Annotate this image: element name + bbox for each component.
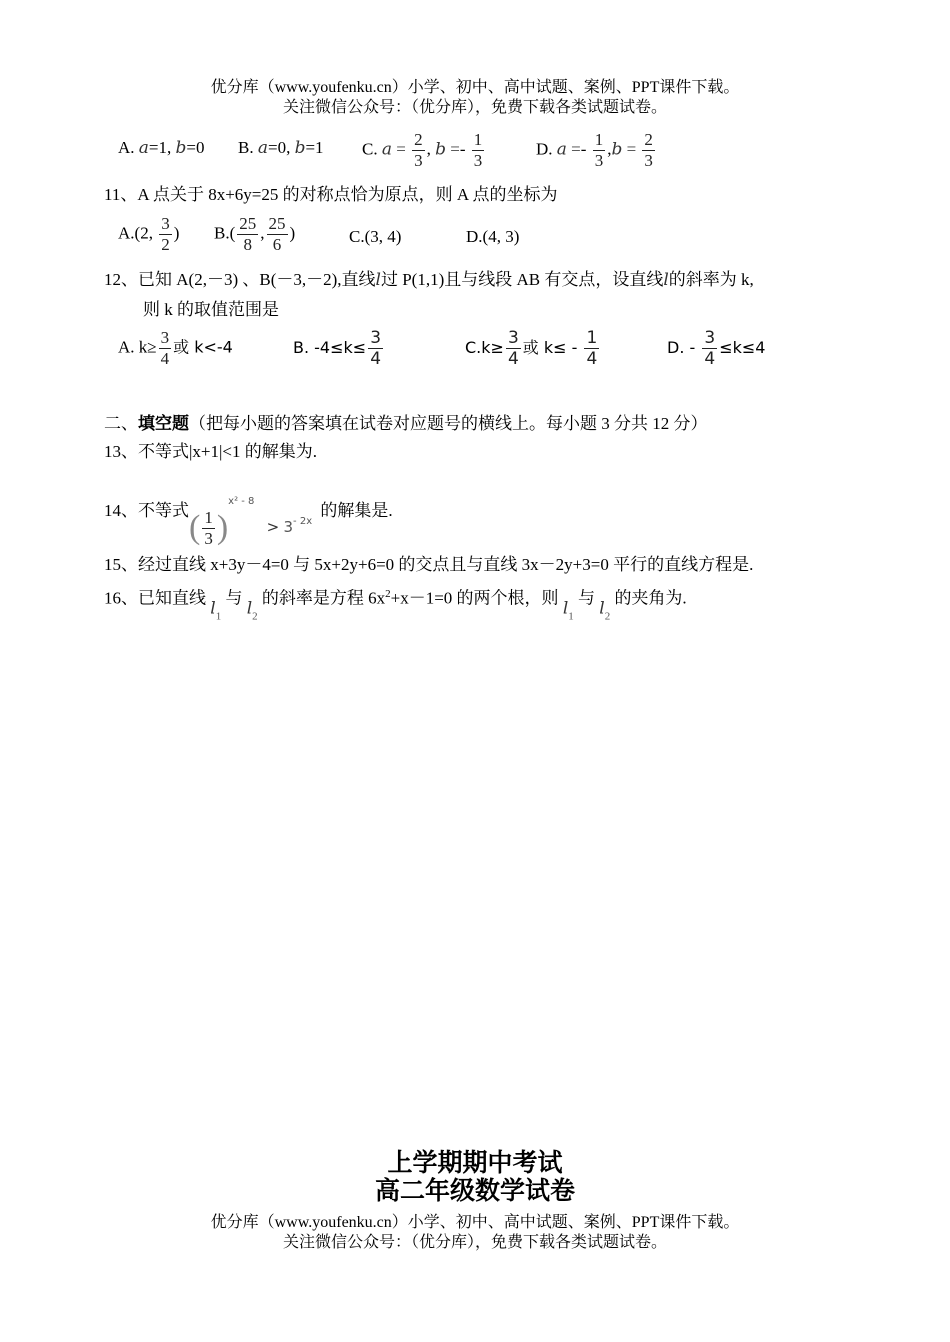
var-a: a [257,138,268,158]
q11-option-a [118,214,179,255]
var-l1: l [210,598,216,619]
den: 4 [586,349,598,369]
q14-frac [202,508,215,549]
q12-a-label: A. [118,337,135,357]
var-b: b [611,139,623,160]
q12-c-mid: 或 k≤ - [522,338,578,357]
q12-a-post: 或 k<-4 [173,337,233,357]
right-paren: ) [216,509,229,547]
q14 [104,472,393,558]
q10-option-d [536,130,657,171]
q16-and2: 与 [578,588,595,608]
q14-exp2: - 2x [293,516,313,527]
q14-gt: > [266,518,280,536]
den: 3 [473,151,483,170]
sub-2: 2 [604,610,611,623]
q12-b-pre: -4≤k≤ [314,338,367,357]
q12-c-pre: k≥ [481,338,504,357]
q12-a-frac [159,328,172,369]
comma: , [607,139,612,159]
q12-option-d [667,328,765,369]
q10-option-b [238,136,324,160]
num: 3 [704,328,716,348]
q12-a-pre: k≥ [138,337,157,357]
q16-prefix: 16、已知直线 [104,588,206,608]
den: 4 [704,349,716,369]
q11-b-frac1 [237,214,258,255]
num: 3 [507,328,519,348]
q12-option-c [465,328,601,369]
num: 2 [414,130,423,149]
left-paren: ( [189,509,201,547]
var-b: b [294,138,306,158]
q12-c-label: C. [465,338,482,357]
q11-option-d: D.(4, 3) [466,227,520,246]
q16-middle1: 的斜率是方程 6x [261,588,386,608]
minus: - [580,139,587,159]
var-l2: l [246,598,253,619]
var-l: l [375,270,381,290]
den: 4 [370,349,382,369]
q10-d-frac2 [642,130,655,171]
section-2-heading [104,412,708,436]
var-b: b [175,138,187,158]
exam-title-line-2: 高二年级数学试卷 [374,1176,575,1205]
q11-a-frac [159,214,172,255]
q12-stem-line1 [104,268,754,292]
q10-a-label: A. [118,138,135,157]
num: 2 [644,130,653,149]
sub-2: 2 [252,610,258,623]
den: 3 [594,151,604,170]
eq: = [450,139,460,159]
section-2-note: （把每小题的答案填在试卷对应题号的横线上。每小题 3 分共 12 分） [189,414,708,433]
q12-stem-part3: 的斜率为 k, [668,270,754,289]
q12-stem-line2: 则 k 的取值范围是 [143,300,279,319]
num: 1 [204,507,213,527]
q12-stem-part1: 12、已知 A(2,－3) 、B(－3,－2),直线 [104,270,376,289]
q14-base: 3 [283,518,294,536]
num: 3 [370,328,382,348]
header-line-2: 关注微信公众号：（优分库），免费下载各类试题试卷。 [282,99,667,116]
den: 3 [414,151,423,170]
q11-b-frac2 [267,214,288,255]
var-a: a [138,138,149,158]
den: 8 [243,235,252,254]
q10-c-frac2 [472,130,485,171]
eq: = [571,139,581,159]
q12-stem-part2: 过 P(1,1)且与线段 AB 有交点，设直线 [380,270,664,289]
footer-line-2: 关注微信公众号：（优分库），免费下载各类试题试卷。 [282,1234,667,1251]
q10-a-text1: =1, [148,138,172,157]
num: 25 [268,214,286,233]
comma: , [426,139,431,159]
minus: - [459,139,466,159]
num: 1 [586,328,598,348]
den: 3 [644,151,653,170]
eq: = [626,139,637,159]
footer-line-1: 优分库（www.youfenku.cn）小学、初中、高中试题、案例、PPT课件下载。 [210,1214,740,1231]
num: 1 [594,130,604,149]
q11-stem: 11、A 点关于 8x+6y=25 的对称点恰为原点，则 A 点的坐标为 [104,185,558,204]
q10-b-label: B. [238,138,254,157]
q11-option-b [214,214,295,255]
q16-suffix: 的夹角为. [614,588,687,608]
q10-b-text2: =1 [305,138,324,157]
den: 4 [160,349,170,368]
q12-c-frac2 [584,328,599,369]
sub-1: 1 [215,610,222,623]
q12-b-frac [368,328,383,369]
var-b: b [435,139,446,160]
q11-b-suffix: ) [289,223,296,243]
num: 1 [473,130,483,149]
den: 6 [272,235,282,254]
var-a: a [556,139,567,160]
q10-d-frac1 [593,130,606,171]
q14-suffix: 的解集是. [320,501,393,520]
q12-d-frac [702,328,717,369]
den: 2 [161,235,170,254]
q16-middle2: +x－1=0 的两个根，则 [390,588,559,608]
q12-b-label: B. [293,338,310,357]
q16-square: 2 [385,588,391,600]
q11-option-c: C.(3, 4) [349,227,402,246]
var-l: l [663,270,669,290]
den: 3 [204,528,213,548]
q14-prefix: 14、不等式 [104,501,189,520]
var-l1: l [562,598,569,619]
q10-option-a [118,136,205,160]
q11-a-prefix: A.(2, [118,223,153,243]
q15: 15、经过直线 x+3y－4=0 与 5x+2y+6=0 的交点且与直线 3x－2y+3=0 平行的直线方程是. [104,555,754,574]
num: 25 [239,214,257,233]
q10-a-text2: =0 [186,138,205,157]
num: 3 [160,328,170,347]
section-2-title: 填空题 [138,414,189,433]
q10-b-text1: =0, [267,138,291,157]
q10-d-label: D. [536,139,553,159]
q14-exponent: x² - 8 [228,496,255,507]
q10-option-c [362,130,486,171]
q12-option-b [293,328,385,369]
q16 [104,582,687,629]
q11-b-prefix: B.( [214,223,236,243]
var-l2: l [599,598,605,619]
q10-c-label: C. [362,139,378,159]
q12-option-a [118,328,233,369]
sub-1: 1 [568,610,574,623]
q13: 13、不等式|x+1|<1 的解集为. [104,442,317,461]
var-a: a [381,139,392,160]
q11-a-suffix: ) [173,223,180,243]
header-line-1: 优分库（www.youfenku.cn）小学、初中、高中试题、案例、PPT课件下载。 [210,79,740,96]
q12-c-frac1 [506,328,521,369]
q16-and: 与 [225,588,243,608]
den: 4 [507,349,519,369]
q12-d-label: D. - [667,338,696,357]
num: 3 [161,214,170,233]
section-2-prefix: 二、 [104,414,138,433]
exam-title-line-1: 上学期期中考试 [387,1148,563,1177]
q10-c-frac1 [412,130,425,171]
comma: , [260,223,265,243]
eq: = [396,139,406,159]
q12-d-post: ≤k≤4 [719,338,766,357]
